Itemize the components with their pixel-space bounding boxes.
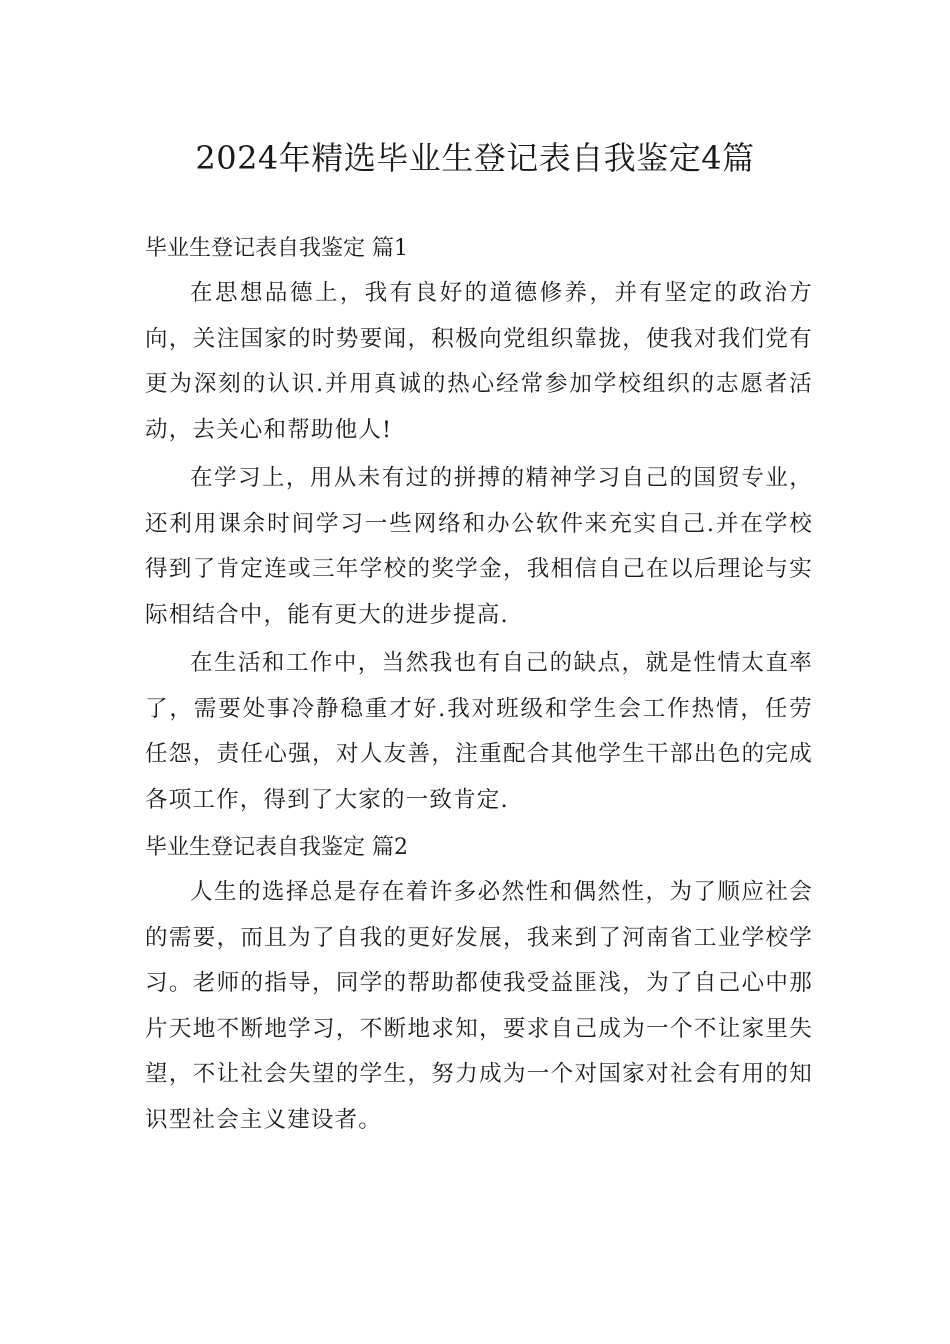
paragraph: 在学习上，用从未有过的拼搏的精神学习自己的国贸专业，还利用课余时间学习一些网络和办公软件来充实自己.并在学校得到了肯定连或三年学校的奖学金，我相信自己在以后理论与实际相结合中，能有更大的进步提高. <box>145 465 813 628</box>
document-body <box>145 227 813 1146</box>
section-heading: 毕业生登记表自我鉴定 篇1 <box>145 236 408 261</box>
section-1 <box>145 227 813 823</box>
document-title: 2024年精选毕业生登记表自我鉴定4篇 <box>195 139 755 177</box>
paragraph: 人生的选择总是存在着许多必然性和偶然性，为了顺应社会的需要，而且为了自我的更好发展，我来到了河南省工业学校学习。老师的指导，同学的帮助都使我受益匪浅，为了自己心中那片天地不断地学习，不断地求知，要求自己成为一个不让家里失望，不让社会失望的学生，努力成为一个对国家对社会有用的知识型社会主义建设者。 <box>145 879 813 1133</box>
section-heading: 毕业生登记表自我鉴定 篇2 <box>145 835 408 860</box>
paragraph: 在生活和工作中，当然我也有自己的缺点，就是性情太直率了，需要处事冷静稳重才好.我对班级和学生会工作热情，任劳任怨，责任心强，对人友善，注重配合其他学生干部出色的完成各项工作，得到了大家的一致肯定. <box>145 650 813 813</box>
section-2 <box>145 826 813 1143</box>
paragraph: 在思想品德上，我有良好的道德修养，并有坚定的政治方向，关注国家的时势要闻，积极向党组织靠拢，使我对我们党有更为深刻的认识.并用真诚的热心经常参加学校组织的志愿者活动，去关心和帮助他人! <box>145 280 813 443</box>
